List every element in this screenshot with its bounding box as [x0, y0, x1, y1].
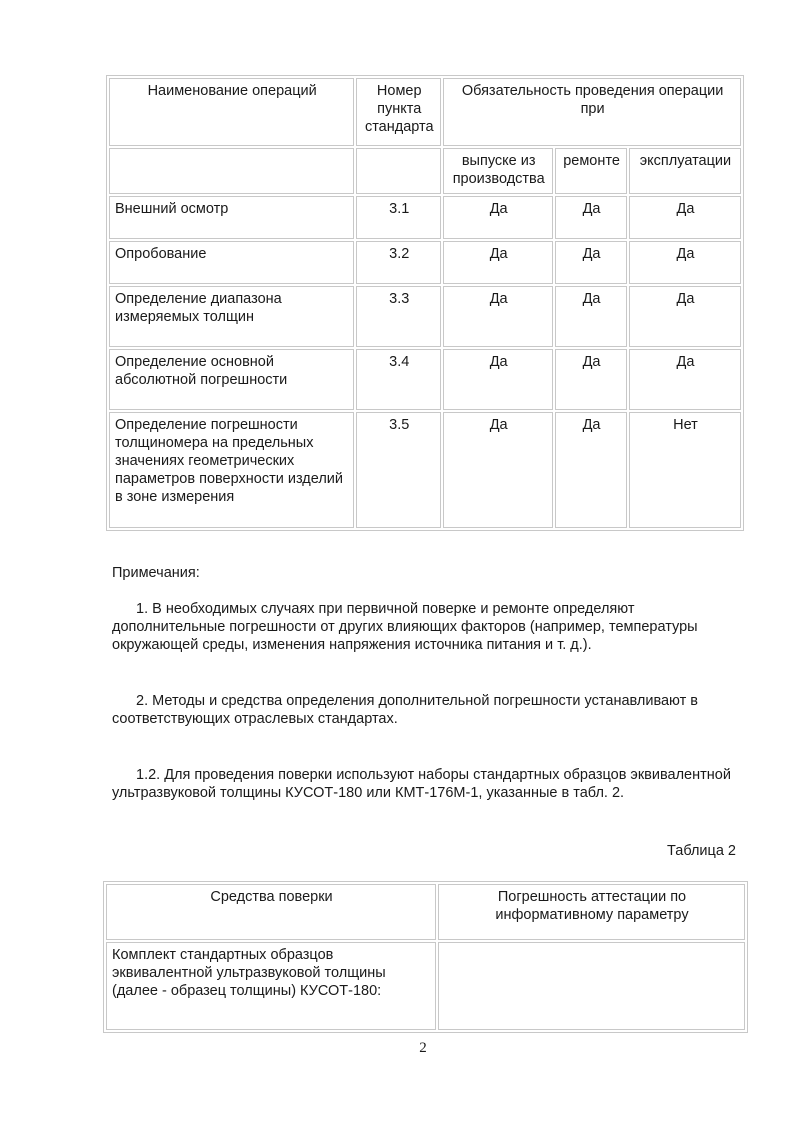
repair-value: Да — [555, 241, 627, 284]
header-means: Средства поверки — [106, 884, 436, 940]
production-value: Да — [443, 412, 553, 528]
header-mandatory: Обязательность проведения операции при — [443, 78, 741, 146]
table-row — [109, 241, 741, 284]
page-number: 2 — [419, 1040, 427, 1056]
means-value: Комплект стандартных образцов эквивалентной ультразвуковой толщины (далее - образец толщины) КУСОТ-180: — [106, 942, 436, 1030]
note-item: 1. В необходимых случаях при первичной поверке и ремонте определяют дополнительные погрешности от других влияющих факторов (например, температуры окружающей среды, изменения напряжения источника питания и т. д.). — [112, 601, 698, 653]
table-row — [109, 286, 741, 347]
table-row — [109, 349, 741, 410]
operation-name: Опробование — [109, 241, 354, 284]
operations-table — [106, 75, 744, 531]
production-value: Да — [443, 349, 553, 410]
operation-name: Определение основной абсолютной погрешности — [109, 349, 354, 410]
production-value: Да — [443, 241, 553, 284]
repair-value: Да — [555, 349, 627, 410]
table-subheader-row — [109, 148, 741, 194]
production-value: Да — [443, 196, 553, 239]
note-item: 2. Методы и средства определения дополнительной погрешности устанавливают в соответствующих отраслевых стандартах. — [112, 693, 698, 727]
operation-use-value: Нет — [629, 412, 741, 528]
repair-value: Да — [555, 412, 627, 528]
clause-number: 3.4 — [356, 349, 441, 410]
table-header-row — [106, 884, 745, 940]
header-operation-name: Наименование операций — [109, 78, 354, 146]
clause-number: 3.1 — [356, 196, 441, 239]
header-clause-number: Номер пункта стандарта — [356, 78, 441, 146]
clause-number: 3.3 — [356, 286, 441, 347]
header-repair: ремонте — [555, 148, 627, 194]
repair-value: Да — [555, 196, 627, 239]
header-empty-cell — [109, 148, 354, 194]
operation-name: Определение диапазона измеряемых толщин — [109, 286, 354, 347]
table-row — [106, 942, 745, 1030]
table-caption: Таблица 2 — [667, 843, 736, 859]
header-operation-use: эксплуатации — [629, 148, 741, 194]
accuracy-value — [438, 942, 745, 1030]
operation-use-value: Да — [629, 349, 741, 410]
operation-name: Внешний осмотр — [109, 196, 354, 239]
clause-number: 3.5 — [356, 412, 441, 528]
table-row — [109, 196, 741, 239]
operation-use-value: Да — [629, 196, 741, 239]
operation-use-value: Да — [629, 286, 741, 347]
operation-name: Определение погрешности толщиномера на предельных значениях геометрических параметров поверхности изделий в зоне измерения — [109, 412, 354, 528]
paragraph-1-2: 1.2. Для проведения поверки используют наборы стандартных образцов эквивалентной ультразвуковой толщины КУСОТ-180 или КМТ-176М-1, указанные в табл. 2. — [112, 767, 731, 801]
header-accuracy: Погрешность аттестации по информативному параметру — [438, 884, 745, 940]
notes-title: Примечания: — [112, 565, 200, 581]
verification-means-table — [103, 881, 748, 1033]
repair-value: Да — [555, 286, 627, 347]
production-value: Да — [443, 286, 553, 347]
header-empty-cell — [356, 148, 441, 194]
clause-number: 3.2 — [356, 241, 441, 284]
operation-use-value: Да — [629, 241, 741, 284]
table-row — [109, 412, 741, 528]
header-production: выпуске из производства — [443, 148, 553, 194]
table-header-row — [109, 78, 741, 146]
